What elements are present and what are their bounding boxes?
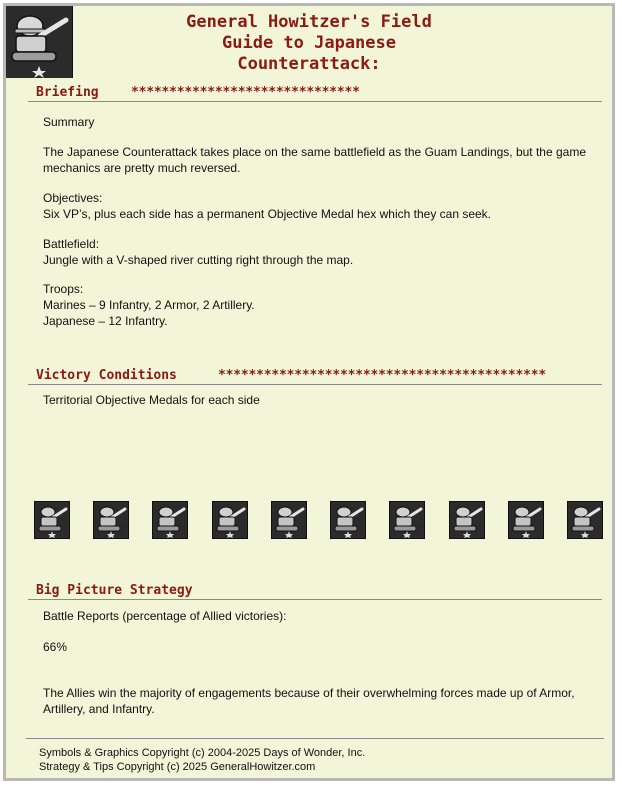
briefing-heading: Briefing: [36, 85, 99, 100]
tank-soldier-icon: [389, 501, 425, 539]
page-title: [6, 12, 612, 75]
footer: [39, 746, 599, 774]
objectives-label: Objectives:: [43, 191, 103, 205]
summary-label: Summary: [43, 115, 95, 129]
tank-soldier-icon: [508, 501, 544, 539]
victory-divider: [28, 384, 602, 385]
objectives-text: Six VP’s, plus each side has a permanent Objective Medal hex which they can seek.: [43, 207, 492, 221]
tank-soldier-icon: [212, 501, 248, 539]
troops-japanese: Japanese – 12 Infantry.: [43, 314, 168, 328]
troops-marines: Marines – 9 Infantry, 2 Armor, 2 Artillery.: [43, 298, 255, 312]
title-line-3: Counterattack:: [237, 54, 381, 74]
briefing-divider: [28, 101, 602, 102]
guide-page: [3, 3, 615, 781]
title-line-1: General Howitzer's Field: [186, 12, 432, 32]
troops-label: Troops:: [43, 282, 84, 296]
strategy-heading: Big Picture Strategy: [36, 583, 193, 598]
victory-heading: Victory Conditions: [36, 368, 177, 383]
briefing-stars: ******************************: [131, 85, 360, 100]
tank-soldier-icon: [152, 501, 188, 539]
title-line-2: Guide to Japanese: [222, 33, 396, 53]
victory-stars: *******************************************: [218, 368, 546, 383]
tank-soldier-icon: [567, 501, 603, 539]
victory-text: Territorial Objective Medals for each side: [43, 393, 260, 407]
footer-copyright-strategy: Strategy & Tips Copyright (c) 2025 GeneralHowitzer.com: [39, 761, 316, 773]
tank-soldier-icon: [449, 501, 485, 539]
medal-icon-row: [6, 501, 612, 541]
battlefield-label: Battlefield:: [43, 237, 100, 251]
footer-divider: [26, 738, 604, 739]
battlefield-text: Jungle with a V-shaped river cutting right through the map.: [43, 253, 354, 267]
tank-soldier-icon: [34, 501, 70, 539]
battle-reports-label: Battle Reports (percentage of Allied victories):: [43, 609, 287, 623]
allied-victory-percentage: 66%: [43, 640, 68, 654]
tank-soldier-icon: [330, 501, 366, 539]
summary-text: The Japanese Counterattack takes place on the same battlefield as the Guam Landings, but the game mechanics are pretty much reversed.: [43, 145, 587, 175]
tank-soldier-icon: [93, 501, 129, 539]
footer-copyright-graphics: Symbols & Graphics Copyright (c) 2004-2025 Days of Wonder, Inc.: [39, 747, 366, 759]
strategy-text: The Allies win the majority of engagements because of their overwhelming forces made up of Armor, Artillery, and Infantry.: [43, 686, 575, 716]
tank-soldier-icon: [271, 501, 307, 539]
strategy-divider: [28, 599, 602, 600]
